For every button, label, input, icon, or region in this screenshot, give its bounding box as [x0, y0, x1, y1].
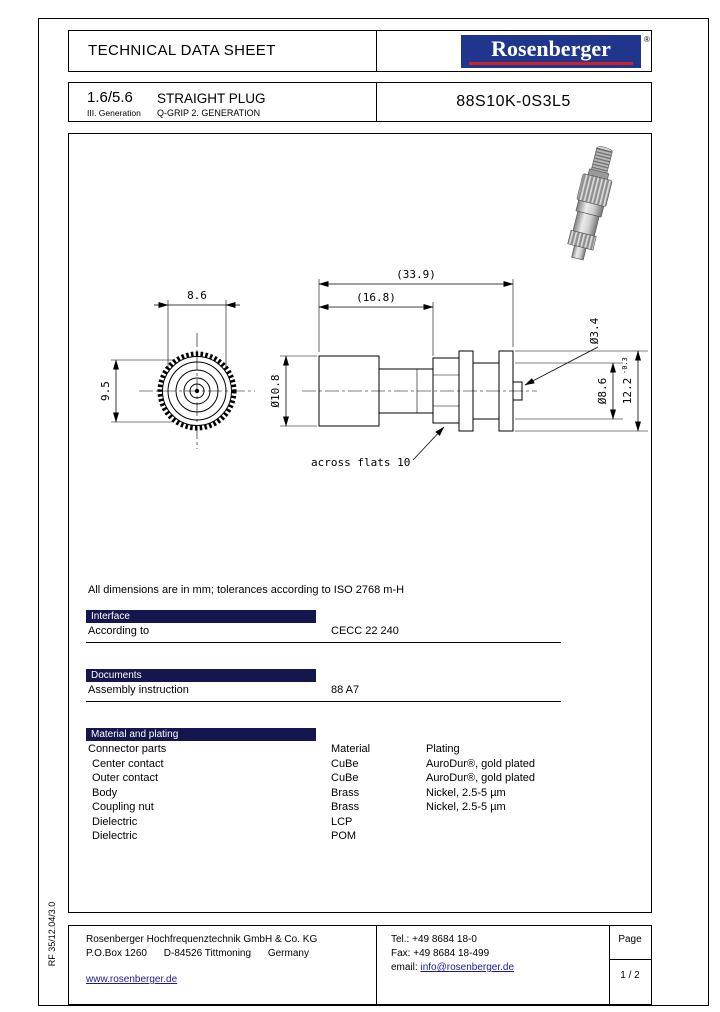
material-plating: AuroDur®, gold plated	[426, 758, 536, 770]
dim-front-height-label: 9.5	[99, 381, 112, 401]
divider	[609, 959, 651, 960]
material-part: Coupling nut	[92, 801, 154, 813]
phone-number: Tel.: +49 8684 18-0	[391, 934, 477, 945]
section-documents-title: Documents	[91, 670, 142, 681]
material-part: Dielectric	[92, 816, 138, 828]
product-series: 1.6/5.6	[87, 89, 133, 106]
dim-nut-diameter-label: Ø10.8	[269, 374, 282, 408]
footer-contact-cell	[376, 926, 609, 1004]
interface-row	[69, 625, 651, 639]
across-flats-label: across flats 10	[311, 456, 411, 469]
material-header-row	[69, 743, 651, 757]
material-col-plating: Plating	[426, 743, 460, 755]
material-material: LCP	[331, 816, 353, 828]
section-material-header	[86, 728, 316, 741]
product-generation: III. Generation	[87, 108, 141, 118]
section-material-title: Material and plating	[91, 729, 179, 740]
footer	[68, 925, 652, 1005]
rosenberger-logo	[461, 35, 641, 68]
section-interface-header	[86, 610, 316, 623]
product-variant: Q-GRIP 2. GENERATION	[157, 108, 261, 118]
material-part: Dielectric	[92, 830, 138, 842]
address-country: Germany	[267, 948, 309, 959]
material-col-material: Material	[331, 743, 371, 755]
material-material: CuBe	[331, 772, 359, 784]
document-revision-code: RF 35/12.04/3.0	[47, 901, 57, 967]
dimension-overall-length	[319, 268, 513, 352]
dim-flange-tolerance-label: -0.3	[621, 357, 629, 374]
dim-pin-diameter-label: Ø3.4	[588, 317, 601, 345]
material-material: CuBe	[331, 758, 359, 770]
section-divider	[86, 701, 561, 702]
address-pobox: P.O.Box 1260	[86, 948, 147, 959]
company-name: Rosenberger Hochfrequenztechnik GmbH & Co. KG	[86, 934, 318, 945]
material-material: Brass	[331, 801, 360, 813]
page-label: Page	[618, 934, 642, 945]
material-part: Outer contact	[92, 772, 159, 784]
dim-front-width-label: 8.6	[187, 289, 207, 302]
registered-mark: ®	[644, 35, 650, 44]
header	[68, 30, 652, 72]
page-number: 1 / 2	[620, 970, 640, 981]
header-logo-cell	[376, 31, 651, 71]
dim-mid-diameter-label: Ø8.6	[596, 377, 609, 405]
material-row	[69, 816, 651, 830]
material-col-part: Connector parts	[88, 743, 167, 755]
logo-text: Rosenberger	[491, 36, 611, 61]
dimension-mid-diameter	[515, 363, 623, 419]
fax-number: Fax: +49 8684 18-499	[391, 948, 490, 959]
dim-overall-length-label: (33.9)	[396, 268, 436, 281]
material-material: Brass	[331, 787, 360, 799]
page-title: TECHNICAL DATA SHEET	[88, 42, 276, 59]
material-row	[69, 758, 651, 772]
email-link[interactable]: info@rosenberger.de	[420, 962, 515, 973]
section-divider	[86, 642, 561, 643]
front-view	[139, 333, 255, 449]
material-material: POM	[331, 830, 357, 842]
part-number: 88S10K-0S3L5	[456, 93, 571, 110]
material-part: Center contact	[92, 758, 164, 770]
footer-page-cell	[609, 926, 651, 1004]
product-description-cell	[69, 83, 376, 121]
website-link[interactable]: www.rosenberger.de	[86, 974, 178, 985]
material-row	[69, 801, 651, 815]
dim-body-length-label: (16.8)	[356, 291, 396, 304]
documents-label: Assembly instruction	[88, 684, 189, 696]
main-content	[68, 133, 652, 913]
section-documents-header	[86, 669, 316, 682]
footer-company-cell	[69, 926, 376, 1004]
product-header	[68, 82, 652, 122]
email-line	[391, 962, 514, 973]
material-plating: Nickel, 2.5-5 µm	[426, 787, 506, 799]
technical-drawing	[69, 134, 653, 594]
material-part: Body	[92, 787, 118, 799]
logo-red-underline	[469, 62, 633, 65]
dimensions-note: All dimensions are in mm; tolerances according to ISO 2768 m-H	[88, 584, 405, 596]
material-row	[69, 787, 651, 801]
documents-value: 88 A7	[331, 684, 360, 696]
interface-label: According to	[88, 625, 150, 637]
material-row	[69, 830, 651, 844]
side-view	[302, 351, 537, 431]
header-title-cell	[69, 31, 376, 71]
material-plating: AuroDur®, gold plated	[426, 772, 536, 784]
dimension-body-length	[319, 291, 433, 356]
dim-flange-diameter-label: 12.2	[621, 377, 634, 405]
section-interface-title: Interface	[91, 611, 130, 622]
interface-value: CECC 22 240	[331, 625, 399, 637]
material-row	[69, 772, 651, 786]
company-address	[86, 948, 309, 959]
address-city: D-84526 Tittmoning	[163, 948, 252, 959]
material-plating: Nickel, 2.5-5 µm	[426, 801, 506, 813]
email-label: email:	[391, 962, 418, 973]
connector-3d-view	[563, 144, 620, 262]
across-flats-note	[311, 427, 444, 469]
product-name: STRAIGHT PLUG	[157, 91, 266, 106]
documents-row	[69, 684, 651, 698]
